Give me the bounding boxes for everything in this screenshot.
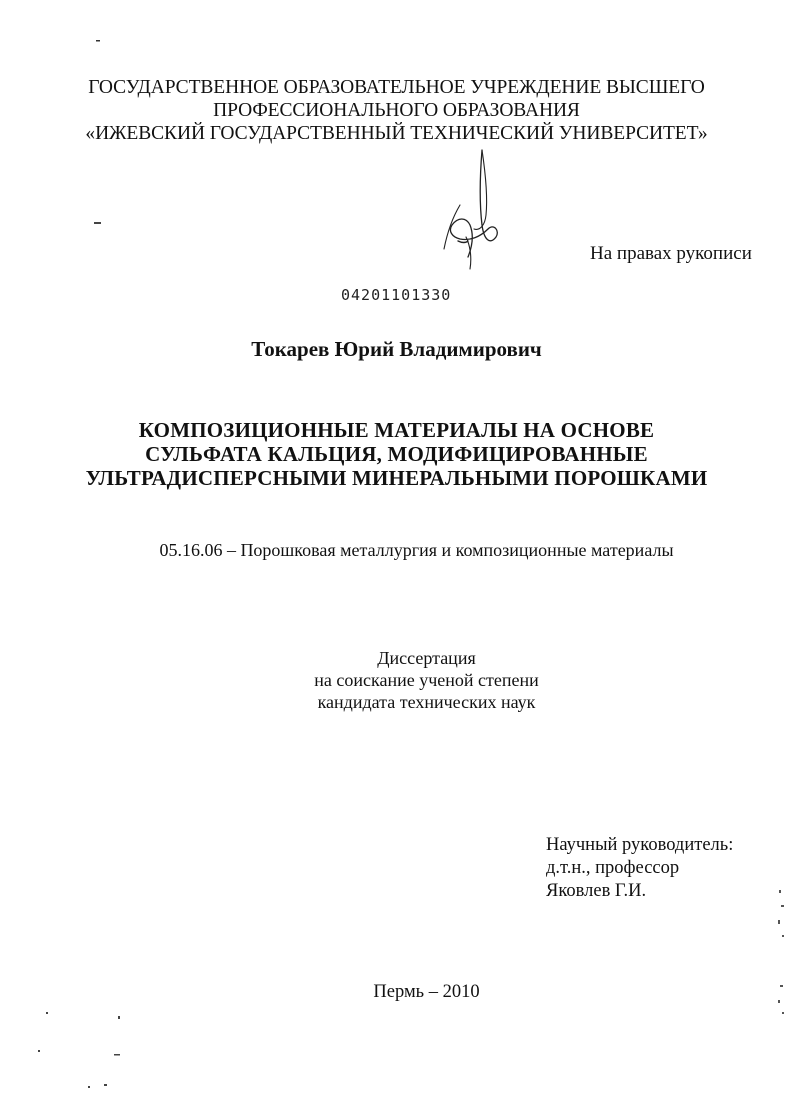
advisor-degree: д.т.н., профессор [546, 858, 680, 878]
title-line-1: КОМПОЗИЦИОННЫЕ МАТЕРИАЛЫ НА ОСНОВЕ [138, 418, 655, 442]
manuscript-note: На правах рукописи [590, 243, 752, 264]
institution-line-2: ПРОФЕССИОНАЛЬНОГО ОБРАЗОВАНИЯ [213, 100, 580, 121]
institution-line-3: «ИЖЕВСКИЙ ГОСУДАРСТВЕННЫЙ ТЕХНИЧЕСКИЙ УНИВЕРСИТЕТ» [85, 123, 708, 144]
advisor-label: Научный руководитель: [546, 835, 734, 855]
dissertation-line-2: на соискание ученой степени [314, 670, 539, 690]
registration-number: 04201101330 [341, 286, 452, 304]
specialty-code: 05.16.06 – Порошковая металлургия и композиционные материалы [159, 540, 674, 560]
dissertation-line-1: Диссертация [377, 648, 476, 668]
advisor-name: Яковлев Г.И. [546, 881, 647, 901]
city-year: Пермь – 2010 [373, 982, 480, 1002]
title-line-2: СУЛЬФАТА КАЛЬЦИЯ, МОДИФИЦИРОВАННЫЕ [145, 442, 648, 466]
signature-image [430, 145, 520, 275]
dissertation-line-3: кандидата технических наук [317, 692, 536, 712]
author-name: Токарев Юрий Владимирович [251, 337, 542, 361]
title-line-3: УЛЬТРАДИСПЕРСНЫМИ МИНЕРАЛЬНЫМИ ПОРОШКАМИ [85, 466, 708, 490]
institution-line-1: ГОСУДАРСТВЕННОЕ ОБРАЗОВАТЕЛЬНОЕ УЧРЕЖДЕНИЕ ВЫСШЕГО [88, 77, 705, 98]
